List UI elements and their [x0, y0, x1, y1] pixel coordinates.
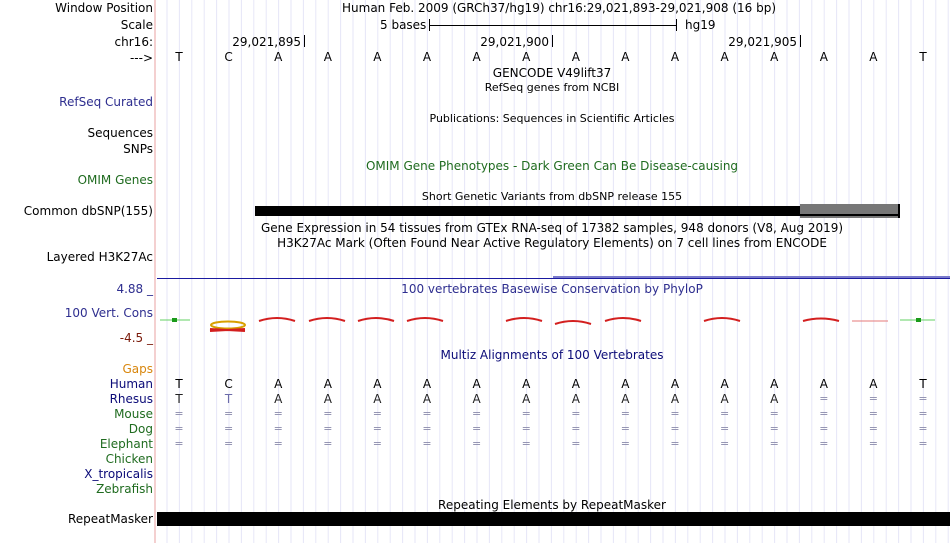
- track-label-refseq[interactable]: RefSeq Curated: [59, 95, 153, 109]
- base-letter: A: [770, 50, 779, 64]
- alignment-base: =: [323, 407, 333, 420]
- track-label-h3k27ac[interactable]: Layered H3K27Ac: [46, 250, 153, 264]
- h3k27ac-signal-line: [157, 278, 950, 279]
- alignment-base: =: [620, 407, 630, 420]
- alignment-base: T: [919, 377, 927, 391]
- alignment-base: =: [620, 437, 630, 450]
- repeat-title: Repeating Elements by RepeatMasker: [438, 498, 666, 512]
- alignment-base: =: [223, 437, 234, 450]
- alignment-base: =: [868, 407, 878, 420]
- species-label-chicken[interactable]: Chicken: [105, 452, 153, 466]
- alignment-base: =: [323, 422, 333, 435]
- alignment-base: A: [373, 377, 382, 391]
- alignment-base: =: [174, 407, 184, 420]
- alignment-base: A: [819, 377, 828, 391]
- dbsnp-feature-gray[interactable]: [800, 204, 900, 218]
- alignment-base: A: [522, 377, 531, 391]
- alignment-base: =: [868, 437, 878, 450]
- dbsnp-title: Short Genetic Variants from dbSNP release 155: [421, 190, 683, 203]
- ruler-tick-label: 29,021,905: [728, 35, 797, 49]
- alignment-base: =: [372, 407, 382, 420]
- alignment-base: =: [273, 437, 283, 450]
- dbsnp-feature[interactable]: [255, 206, 800, 216]
- alignment-base: =: [868, 392, 878, 405]
- alignment-base: =: [670, 437, 680, 450]
- alignment-base: =: [670, 422, 680, 435]
- alignment-base: =: [868, 422, 878, 435]
- base-letter: A: [323, 50, 332, 64]
- scale-text: 5 bases: [380, 18, 427, 32]
- alignment-base: =: [422, 437, 432, 450]
- alignment-base: A: [621, 377, 630, 391]
- scale-label: Scale: [120, 18, 153, 32]
- track-label-omim[interactable]: OMIM Genes: [77, 173, 153, 187]
- alignment-base: =: [471, 407, 482, 420]
- alignment-base: A: [670, 377, 680, 391]
- alignment-base: A: [274, 377, 283, 391]
- alignment-base: =: [769, 422, 779, 435]
- species-label-x_tropicalis[interactable]: X_tropicalis: [84, 467, 153, 481]
- alignment-base: =: [571, 437, 581, 450]
- base-letter: T: [919, 50, 927, 64]
- base-letter: T: [175, 50, 183, 64]
- conservation-track: [155, 312, 950, 336]
- alignment-base: =: [323, 437, 333, 450]
- alignment-base: =: [719, 437, 730, 450]
- alignment-base: =: [273, 422, 283, 435]
- alignment-base: T: [224, 392, 233, 406]
- alignment-base: =: [571, 407, 581, 420]
- alignment-base: T: [175, 377, 183, 391]
- species-label-mouse[interactable]: Mouse: [114, 407, 153, 421]
- gtex-title: Gene Expression in 54 tissues from GTEx RNA-seq of 17382 samples, 948 donors (V8, Aug 2019): [260, 221, 844, 235]
- alignment-base: A: [422, 392, 432, 406]
- base-letter: A: [720, 50, 729, 64]
- alignment-base: =: [471, 437, 482, 450]
- scale-assembly: hg19: [685, 18, 716, 32]
- alignment-base: =: [372, 437, 382, 450]
- alignment-base: =: [223, 407, 234, 420]
- alignment-base: =: [571, 422, 581, 435]
- alignment-base: =: [918, 407, 928, 420]
- ruler-tick-mark: [304, 35, 305, 47]
- alignment-base: A: [720, 392, 729, 406]
- ruler-tick-mark: [800, 35, 801, 47]
- alignment-base: =: [521, 407, 531, 420]
- alignment-base: A: [571, 392, 580, 406]
- base-letter: A: [571, 50, 580, 64]
- alignment-base: =: [174, 437, 184, 450]
- scale-bar: [429, 18, 677, 32]
- alignment-base: =: [422, 407, 432, 420]
- base-letter: C: [224, 50, 233, 64]
- chr-label: chr16:: [114, 35, 153, 49]
- base-letter: A: [274, 50, 283, 64]
- alignment-base: A: [869, 377, 878, 391]
- alignment-base: =: [918, 392, 928, 405]
- omim-phenotypes-title: OMIM Gene Phenotypes - Dark Green Can Be Disease-causing: [365, 159, 739, 173]
- multiz-title: Multiz Alignments of 100 Vertebrates: [440, 348, 664, 362]
- alignment-base: =: [273, 407, 283, 420]
- alignment-base: =: [521, 422, 531, 435]
- species-label-rhesus[interactable]: Rhesus: [109, 392, 153, 406]
- base-letter: A: [472, 50, 481, 64]
- alignment-base: A: [274, 392, 283, 406]
- ruler-tick-label: 29,021,895: [232, 35, 301, 49]
- alignment-base: A: [422, 377, 432, 391]
- alignment-base: =: [620, 422, 630, 435]
- alignment-base: =: [174, 422, 184, 435]
- ruler-tick-label: 29,021,900: [480, 35, 549, 49]
- alignment-base: A: [670, 392, 680, 406]
- position-title: Human Feb. 2009 (GRCh37/hg19) chr16:29,021,893-29,021,908 (16 bp): [342, 1, 777, 15]
- track-label-gaps[interactable]: Gaps: [122, 362, 153, 376]
- alignment-base: A: [770, 377, 779, 391]
- alignment-base: =: [769, 407, 779, 420]
- alignment-base: =: [719, 407, 730, 420]
- base-letter: A: [373, 50, 382, 64]
- alignment-base: =: [918, 437, 928, 450]
- ruler-tick-mark: [552, 35, 553, 47]
- alignment-base: A: [621, 392, 630, 406]
- alignment-base: =: [769, 437, 779, 450]
- alignment-base: =: [819, 392, 829, 405]
- alignment-base: =: [223, 422, 234, 435]
- alignment-base: =: [819, 437, 829, 450]
- repeatmasker-feature[interactable]: [157, 512, 950, 526]
- alignment-base: =: [521, 437, 531, 450]
- strand-label: --->: [129, 51, 153, 65]
- alignment-base: A: [770, 392, 779, 406]
- alignment-base: =: [819, 407, 829, 420]
- base-letter: A: [869, 50, 878, 64]
- publications-title: Publications: Sequences in Scientific Articles: [429, 112, 675, 125]
- alignment-base: =: [670, 407, 680, 420]
- alignment-base: A: [720, 377, 729, 391]
- track-label-dbsnp[interactable]: Common dbSNP(155): [23, 204, 153, 218]
- alignment-base: T: [175, 392, 183, 406]
- base-letter: A: [819, 50, 828, 64]
- base-letter: A: [522, 50, 531, 64]
- track-label-snps[interactable]: SNPs: [123, 142, 153, 156]
- alignment-base: A: [323, 392, 332, 406]
- alignment-base: =: [918, 422, 928, 435]
- window-position-label: Window Position: [55, 1, 153, 15]
- h3k27ac-signal-fill: [553, 276, 950, 278]
- species-label-dog[interactable]: Dog: [128, 422, 153, 436]
- alignment-base: A: [323, 377, 332, 391]
- alignment-base: =: [422, 422, 432, 435]
- species-label-zebrafish[interactable]: Zebrafish: [96, 482, 153, 496]
- alignment-base: =: [819, 422, 829, 435]
- phylop-max-label: 4.88 _: [116, 282, 153, 296]
- alignment-base: =: [719, 422, 730, 435]
- phylop-title: 100 vertebrates Basewise Conservation by PhyloP: [401, 282, 703, 296]
- species-label-human[interactable]: Human: [109, 377, 153, 391]
- alignment-base: =: [372, 422, 382, 435]
- track-label-cons[interactable]: 100 Vert. Cons: [64, 306, 153, 320]
- gencode-title: GENCODE V49lift37: [492, 66, 612, 80]
- species-label-elephant[interactable]: Elephant: [99, 437, 153, 451]
- alignment-base: C: [224, 377, 233, 391]
- h3k27ac-title: H3K27Ac Mark (Often Found Near Active Regulatory Elements) on 7 cell lines from ENCODE: [277, 236, 827, 250]
- track-label-repeatmasker[interactable]: RepeatMasker: [67, 512, 153, 526]
- track-label-sequences[interactable]: Sequences: [87, 126, 153, 140]
- refseq-title: RefSeq genes from NCBI: [484, 81, 620, 94]
- base-letter: A: [422, 50, 432, 64]
- base-letter: A: [670, 50, 680, 64]
- alignment-base: A: [522, 392, 531, 406]
- alignment-base: A: [472, 377, 481, 391]
- alignment-base: =: [471, 422, 482, 435]
- alignment-base: A: [373, 392, 382, 406]
- base-letter: A: [621, 50, 630, 64]
- phylop-min-label: -4.5 _: [119, 331, 153, 345]
- alignment-base: A: [472, 392, 481, 406]
- alignment-base: A: [571, 377, 580, 391]
